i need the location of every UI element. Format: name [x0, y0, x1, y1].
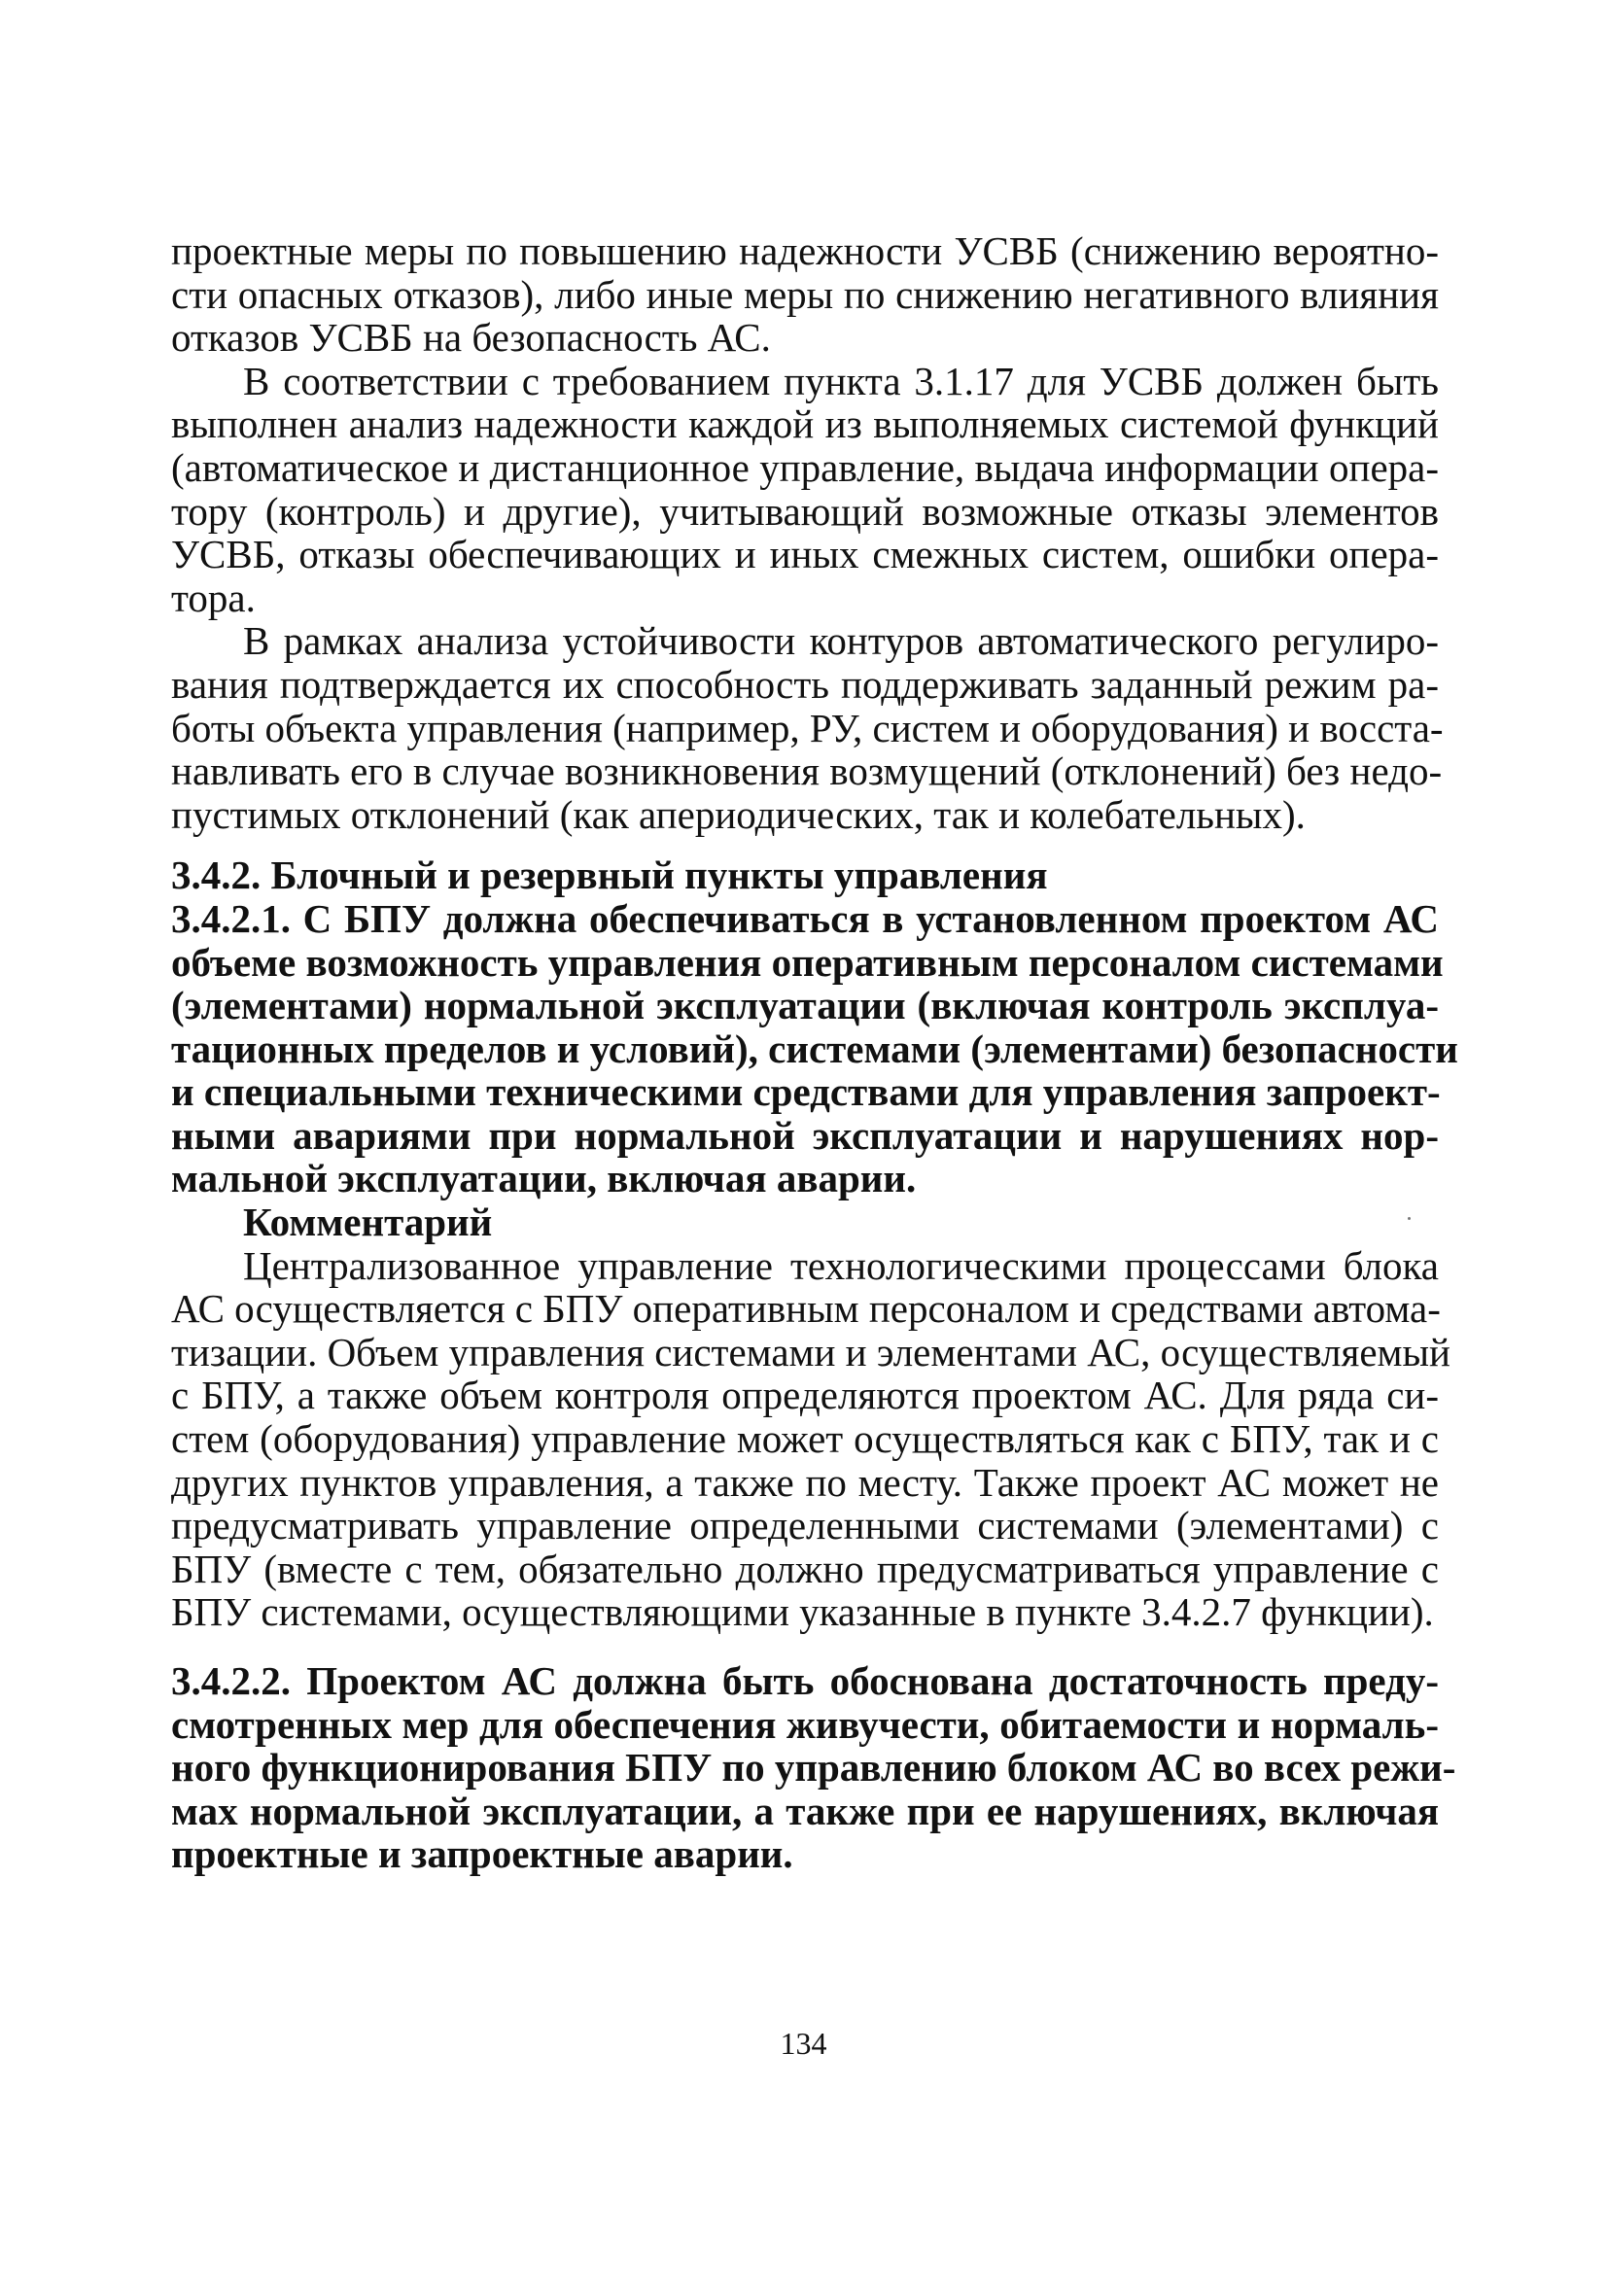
text-line: тизации. Объем управления системами и элементами АС, осуществляемый — [171, 1329, 1450, 1374]
text-line: выполнен анализ надежности каждой из выполняемых системой функций — [171, 401, 1439, 447]
text-line: тора. — [171, 574, 256, 620]
text-line: 3.4.2.1. С БПУ должна обеспечиваться в установленном проектом АС — [171, 895, 1439, 941]
section-heading — [171, 853, 1439, 897]
text-line: проектные меры по повышению надежности УСВБ (снижению вероятно- — [171, 228, 1439, 273]
text-line: В соответствии с требованием пункта 3.1.17 для УСВБ должен быть — [243, 358, 1439, 403]
comment-title: Комментарий — [243, 1200, 493, 1245]
text-line: тору (контроль) и другие), учитывающий возможные отказы элементов — [171, 488, 1439, 534]
requirement-3-4-2-1 — [171, 895, 1458, 1201]
text-line: пустимых отклонений (как апериодических, так и колебательных). — [171, 791, 1306, 837]
spacer — [171, 836, 1439, 853]
text-line: и специальными техническими средствами для управления запроект- — [171, 1069, 1441, 1115]
paragraph-reliability-analysis — [171, 360, 1439, 620]
text-line: мах нормальной эксплуатации, а также при ее нарушениях, включая — [171, 1788, 1439, 1833]
text-line: Централизованное управление технологическими процессами блока — [243, 1242, 1439, 1288]
text-line: вания подтверждается их способность поддерживать заданный режим ра- — [171, 661, 1439, 707]
text-line: УСВБ, отказы обеспечивающих и иных смежных систем, ошибки опера- — [171, 532, 1439, 577]
text-line: В рамках анализа устойчивости контуров автоматического регулиро- — [243, 618, 1439, 664]
text-line: (элементами) нормальной эксплуатации (включая контроль эксплуа- — [171, 983, 1439, 1028]
text-line: тационных пределов и условий), системами (элементами) безопасности — [171, 1026, 1458, 1071]
comment-heading — [171, 1200, 1439, 1244]
text-line: (автоматическое и дистанционное управление, выдача информации опера- — [171, 444, 1439, 490]
text-line: ными авариями при нормальной эксплуатации и нарушениях нор- — [171, 1112, 1439, 1158]
scan-speck — [1408, 1217, 1411, 1220]
text-line: боты объекта управления (например, РУ, систем и оборудования) и восста- — [171, 705, 1444, 750]
comment-body — [171, 1242, 1450, 1635]
text-line: с БПУ, а также объем контроля определяются проектом АС. Для ряда си- — [171, 1373, 1439, 1418]
text-line: стем (оборудования) управление может осуществляться как с БПУ, так и с — [171, 1416, 1439, 1462]
text-line: БПУ (вместе с тем, обязательно должно предусматриваться управление с — [171, 1546, 1439, 1591]
text-line: 3.4.2.2. Проектом АС должна быть обоснована достаточность преду- — [171, 1658, 1439, 1703]
spacer — [171, 1634, 1439, 1659]
text-line: ного функционирования БПУ по управлению блоком АС во всех режи- — [171, 1745, 1456, 1791]
text-line: предусматривать управление определенными системами (элементами) с — [171, 1503, 1439, 1548]
paragraph-stability-analysis — [171, 618, 1444, 837]
text-line: других пунктов управления, а также по месту. Также проект АС может не — [171, 1459, 1439, 1505]
text-line: навливать его в случае возникновения возмущений (отклонений) без недо- — [171, 748, 1443, 794]
page-body — [171, 228, 1458, 1877]
text-line: сти опасных отказов), либо иные меры по снижению негативного влияния — [171, 271, 1439, 317]
section-title: 3.4.2. Блочный и резервный пункты управления — [171, 852, 1048, 898]
text-line: БПУ системами, осуществляющими указанные в пункте 3.4.2.7 функции). — [171, 1589, 1434, 1635]
paragraph-continuation — [171, 229, 1439, 360]
text-line: проектные и запроектные аварии. — [171, 1831, 793, 1877]
text-line: мальной эксплуатации, включая аварии. — [171, 1156, 917, 1201]
text-line: смотренных мер для обеспечения живучести, обитаемости и нормаль- — [171, 1701, 1439, 1747]
requirement-3-4-2-2 — [171, 1658, 1456, 1877]
text-line: АС осуществляется с БПУ оперативным персоналом и средствами автома- — [171, 1286, 1441, 1332]
text-line: объеме возможность управления оперативным персоналом системами — [171, 939, 1444, 985]
page-number: 134 — [780, 2026, 827, 2061]
text-line: отказов УСВБ на безопасность АС. — [171, 315, 771, 361]
